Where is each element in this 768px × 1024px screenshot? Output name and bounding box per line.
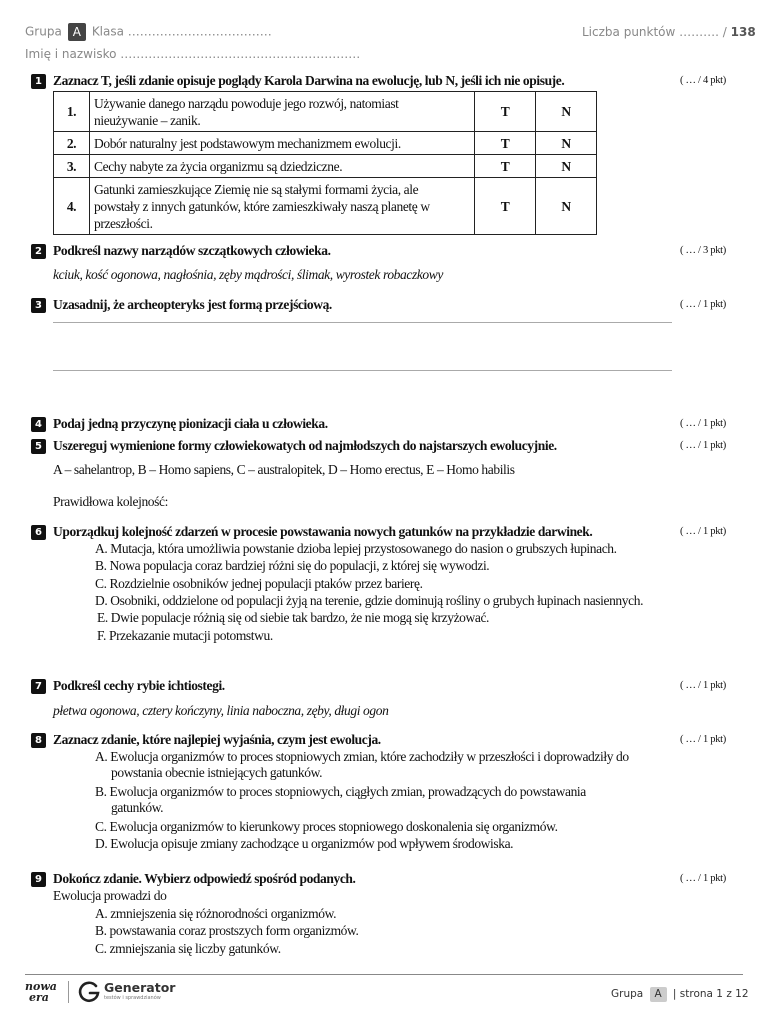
footer-divider: [25, 974, 743, 975]
row-number: 2.: [54, 132, 90, 155]
question-number: 7: [31, 679, 46, 694]
points-label: Liczba punktów ………. /: [582, 25, 727, 39]
question-text: Zaznacz T, jeśli zdanie opisuje poglądy Karola Darwina na ewolucję, lub N, jeśli ich nie opisuje.: [53, 73, 565, 88]
group-letter-badge: A: [68, 23, 86, 41]
statement-cell: Dobór naturalny jest podstawowym mechanizmem ewolucji.: [90, 132, 475, 155]
row-number: 1.: [54, 92, 90, 132]
points-slot: ( … / 4 pkt): [680, 75, 726, 86]
points-summary: [582, 25, 756, 39]
option-line: gatunków.: [111, 800, 164, 815]
question-text: Uporządkuj kolejność zdarzeń w procesie powstawania nowych gatunków na przykładzie darwinek.: [53, 524, 593, 539]
row-number: 3.: [54, 155, 90, 178]
name-label: Imię i nazwisko ……………………………………………………: [25, 47, 361, 61]
table-row: [54, 92, 597, 132]
header-group: [25, 23, 272, 41]
question-number: 5: [31, 439, 46, 454]
table-row: [54, 132, 597, 155]
page-number: | strona 1 z 12: [672, 988, 749, 1000]
question-number: 3: [31, 298, 46, 313]
option-c[interactable]: C. zmniejszania się liczby gatunków.: [95, 941, 281, 956]
generator-logo-icon: [77, 980, 101, 1004]
question-text: Uzasadnij, że archeopteryks jest formą przejściową.: [53, 297, 332, 312]
question-number: 2: [31, 244, 46, 259]
logo-word: nowa: [25, 980, 57, 993]
answer-options[interactable]: płetwa ogonowa, cztery kończyny, linia naboczna, zęby, długi ogon: [53, 703, 389, 718]
logo-word: era: [29, 991, 49, 1004]
true-option[interactable]: T: [475, 132, 536, 155]
true-option[interactable]: T: [475, 155, 536, 178]
question-number: 6: [31, 525, 46, 540]
answer-line[interactable]: [53, 322, 672, 323]
statement-line: Gatunki zamieszkujące Ziemię nie są stałymi formami życia, ale: [94, 181, 419, 197]
false-option[interactable]: N: [536, 132, 597, 155]
points-slot: ( … / 1 pkt): [680, 873, 726, 884]
question-stem: Ewolucja prowadzi do: [53, 888, 167, 903]
answer-options[interactable]: kciuk, kość ogonowa, nagłośnia, zęby mądrości, ślimak, wyrostek robaczkowy: [53, 267, 443, 282]
question-text: Dokończ zdanie. Wybierz odpowiedź spośród podanych.: [53, 871, 356, 886]
false-option[interactable]: N: [536, 178, 597, 235]
question-number: 8: [31, 733, 46, 748]
option-b[interactable]: [95, 784, 586, 816]
option-c[interactable]: C. Ewolucja organizmów to kierunkowy proces stopniowego doskonalenia się organizmów.: [95, 819, 558, 834]
generator-title: Generator: [104, 980, 176, 995]
question-text: Podaj jedną przyczynę pionizacji ciała u człowieka.: [53, 416, 328, 431]
question-number: 4: [31, 417, 46, 432]
nowa-era-logo: [25, 981, 61, 1003]
points-slot: ( … / 1 pkt): [680, 418, 726, 429]
statement-cell: Cechy nabyte za życia organizmu są dziedziczne.: [90, 155, 475, 178]
option-d[interactable]: D. Osobniki, oddzielone od populacji żyją na terenie, gdzie dominują rośliny o grubych łupinach nasiennych.: [95, 593, 644, 608]
points-slot: ( … / 1 pkt): [680, 299, 726, 310]
footer-group-badge: A: [650, 987, 667, 1002]
points-slot: ( … / 3 pkt): [680, 245, 726, 256]
option-line: A. Ewolucja organizmów to proces stopniowych zmian, które zachodziły w przeszłości i doprowadziły do: [95, 749, 629, 764]
points-slot: ( … / 1 pkt): [680, 440, 726, 451]
question-number: 9: [31, 872, 46, 887]
true-false-table: [53, 91, 597, 235]
question-number: 1: [31, 74, 46, 89]
option-b[interactable]: B. powstawania coraz prostszych form organizmów.: [95, 923, 359, 938]
statement-line: Używanie danego narządu powoduje jego rozwój, natomiast: [94, 95, 399, 111]
group-label: Grupa: [25, 24, 62, 39]
question-text: Podkreśl nazwy narządów szczątkowych człowieka.: [53, 243, 331, 258]
option-e[interactable]: E. Dwie populacje różnią się od siebie tak bardzo, że nie mogą się krzyżować.: [97, 610, 490, 625]
question-text: Podkreśl cechy rybie ichtiostegi.: [53, 678, 225, 693]
table-row: [54, 155, 597, 178]
statement-cell: [90, 92, 475, 132]
footer-group-label: Grupa: [611, 988, 644, 1000]
option-a[interactable]: A. Mutacja, która umożliwia powstanie dzioba lepiej przystosowanego do nasion o grubszych łupinach.: [95, 541, 617, 556]
statement-line: powstały z innych gatunków, które zamieszkiwały naszą planetę w: [94, 198, 430, 214]
points-slot: ( … / 1 pkt): [680, 680, 726, 691]
points-slot: ( … / 1 pkt): [680, 526, 726, 537]
option-b[interactable]: B. Nowa populacja coraz bardziej różni się do populacji, z której się wywodzi.: [95, 558, 490, 573]
logo-separator: [68, 981, 69, 1003]
generator-subtitle: testów i sprawdzianów: [104, 995, 161, 1001]
points-slot: ( … / 1 pkt): [680, 734, 726, 745]
statement-cell: [90, 178, 475, 235]
statement-line: przeszłości.: [94, 215, 153, 231]
footer-page-info: [611, 987, 749, 1002]
option-line: B. Ewolucja organizmów to proces stopniowych, ciągłych zmian, prowadzących do powstawania: [95, 784, 586, 799]
option-line: powstania obecnie istniejących gatunków.: [111, 765, 323, 780]
question-text: Zaznacz zdanie, które najlepiej wyjaśnia, czym jest ewolucja.: [53, 732, 381, 747]
true-option[interactable]: T: [475, 178, 536, 235]
option-f[interactable]: F. Przekazanie mutacji potomstwu.: [97, 628, 273, 643]
true-option[interactable]: T: [475, 92, 536, 132]
question-text: Uszereguj wymienione formy człowiekowatych od najmłodszych do najstarszych ewolucyjnie.: [53, 438, 557, 453]
answer-line[interactable]: [53, 370, 672, 371]
option-a[interactable]: A. zmniejszenia się różnorodności organizmów.: [95, 906, 337, 921]
option-a[interactable]: [95, 749, 629, 781]
class-label: Klasa ………………………………: [91, 24, 272, 39]
false-option[interactable]: N: [536, 92, 597, 132]
points-total: 138: [730, 25, 756, 39]
statement-line: nieużywanie – zanik.: [94, 112, 201, 128]
options-list: A – sahelantrop, B – Homo sapiens, C – australopitek, D – Homo erectus, E – Homo habilis: [53, 462, 515, 477]
answer-label: Prawidłowa kolejność:: [53, 494, 168, 509]
option-d[interactable]: D. Ewolucja opisuje zmiany zachodzące u organizmów pod wpływem środowiska.: [95, 836, 514, 851]
false-option[interactable]: N: [536, 155, 597, 178]
table-row: [54, 178, 597, 235]
row-number: 4.: [54, 178, 90, 235]
option-c[interactable]: C. Rozdzielnie osobników jednej populacji ptaków przez barierę.: [95, 576, 423, 591]
